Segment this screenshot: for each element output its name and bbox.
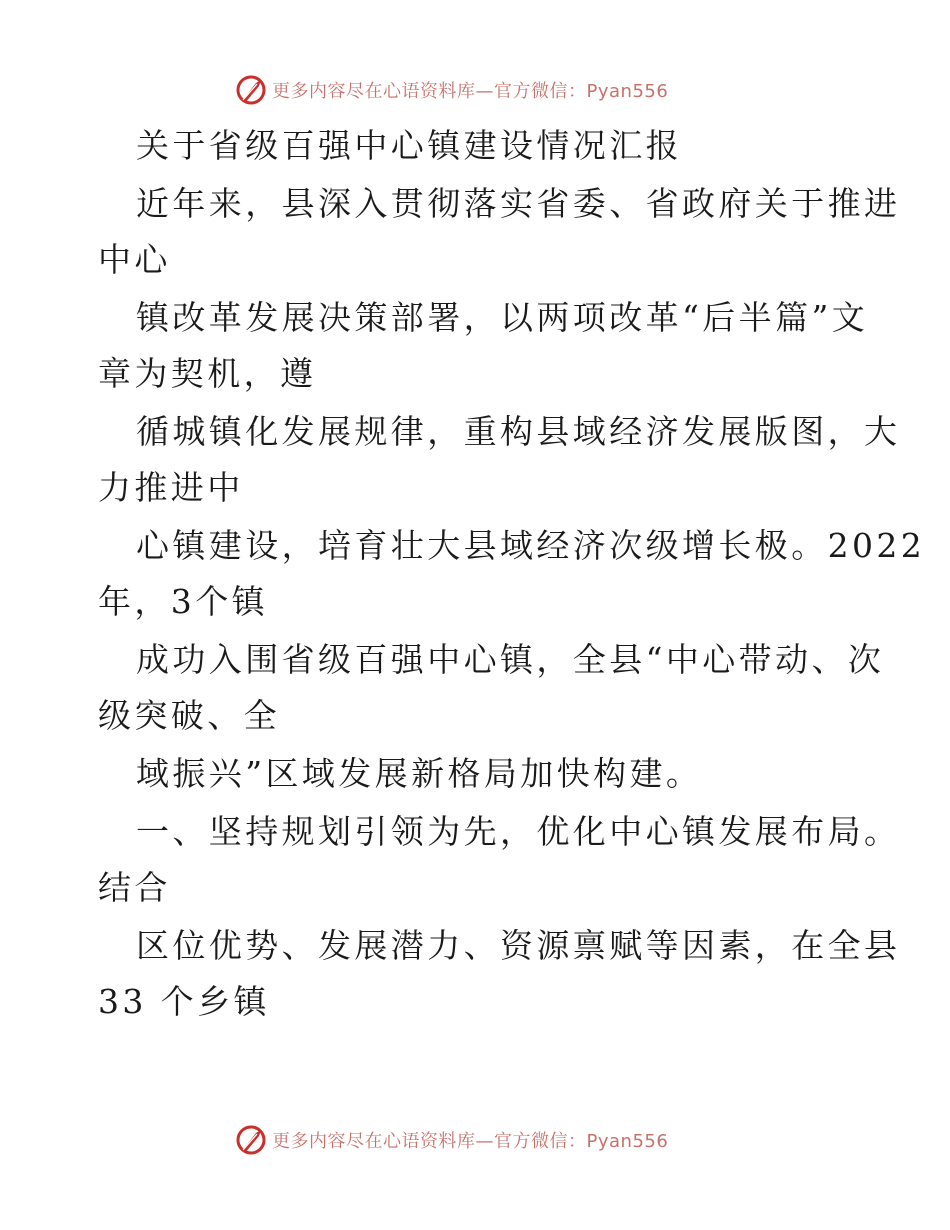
paragraph-line: 力推进中 [98,468,244,507]
document-title: 关于省级百强中心镇建设情况汇报 [136,126,682,165]
paragraph-line: 区位优势、发展潜力、资源禀赋等因素，在全县 [136,926,901,965]
paragraph-line: 循城镇化发展规律，重构县域经济发展版图，大 [136,412,901,451]
paragraph-line: 成功入围省级百强中心镇，全县“中心带动、次 [136,640,885,679]
quill-logo-icon [234,73,268,107]
quill-logo-icon [234,1123,268,1157]
paragraph-line: 33 个乡镇 [98,982,270,1021]
paragraph-line: 章为契机，遵 [98,354,317,393]
paragraph-line: 近年来，县深入贯彻落实省委、省政府关于推进 [136,184,901,223]
header-watermark [234,72,668,108]
section-heading-line: 一、坚持规划引领为先，优化中心镇发展布局。 [136,812,901,851]
paragraph-line: 镇改革发展决策部署，以两项改革“后半篇”文 [136,298,869,337]
paragraph-line: 域振兴”区域发展新格局加快构建。 [136,754,703,793]
footer-watermark [234,1122,668,1158]
paragraph-line: 级突破、全 [98,696,280,735]
watermark-text: 更多内容尽在心语资料库—官方微信：Pyan556 [272,1131,669,1152]
paragraph-line: 中心 [98,240,171,279]
watermark-text: 更多内容尽在心语资料库—官方微信：Pyan556 [272,81,669,102]
paragraph-line: 年，3个镇 [98,582,268,621]
paragraph-line: 结合 [98,868,171,907]
paragraph-line: 心镇建设，培育壮大县域经济次级增长极。2022 [136,526,926,565]
